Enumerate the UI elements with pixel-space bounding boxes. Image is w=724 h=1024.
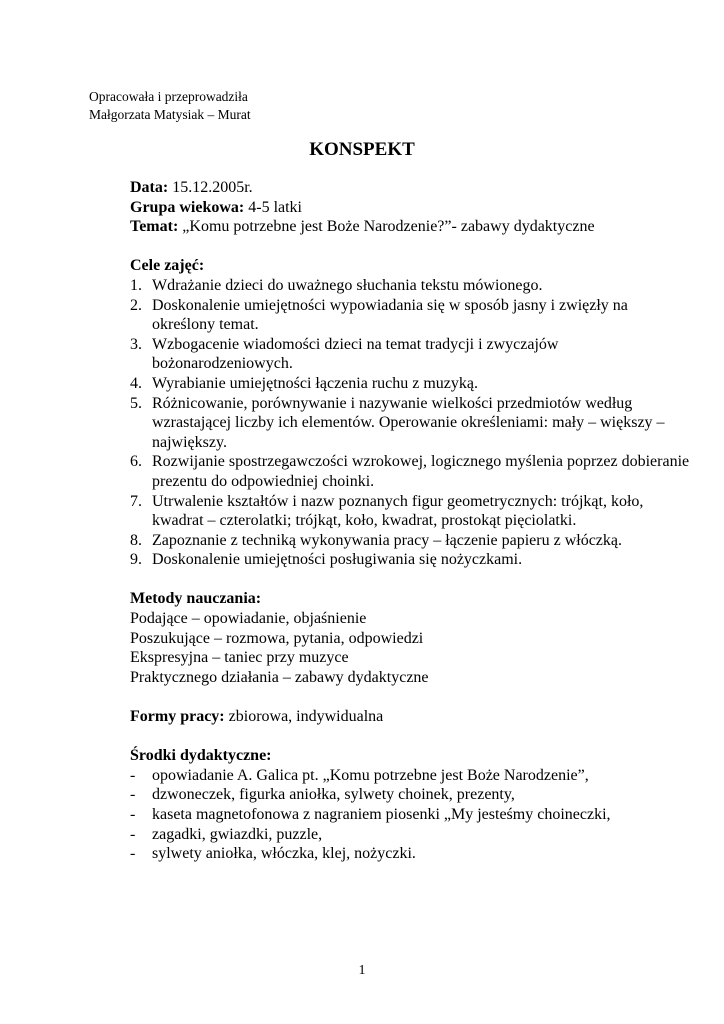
method-line: Podające – opowiadanie, objaśnienie	[130, 610, 367, 628]
means-list	[130, 766, 690, 864]
item-text: Rozwijanie spostrzegawczości wzrokowej, logicznego myślenia poprzez dobieranie prezentu do odpowiedniej choinki.	[152, 453, 690, 490]
item-number: 7.	[130, 492, 142, 510]
dash-marker: -	[130, 825, 136, 843]
means-section	[130, 746, 690, 864]
group-value: 4-5 latki	[244, 198, 302, 216]
document-title: KONSPEKT	[309, 139, 415, 160]
item-number: 8.	[130, 531, 142, 549]
item-text: Różnicowanie, porównywanie i nazywanie wielkości przedmiotów według wzrastającej liczby ich elementów. Operowanie określeniami: mały – większy – największy.	[152, 394, 665, 451]
list-item	[130, 825, 690, 845]
goals-list	[130, 276, 690, 570]
item-number: 6.	[130, 453, 142, 471]
goals-section	[130, 256, 690, 570]
item-text: Wdrażanie dzieci do uważnego słuchania tekstu mówionego.	[152, 276, 543, 294]
list-item	[130, 394, 690, 453]
author-block	[89, 88, 251, 124]
list-item	[130, 452, 690, 491]
dash-marker: -	[130, 845, 136, 863]
methods-heading: Metody nauczania:	[130, 590, 262, 608]
document-body	[130, 178, 690, 864]
forms-value: zbiorowa, indywidualna	[224, 708, 384, 726]
item-number: 1.	[130, 276, 142, 294]
list-item	[130, 492, 690, 531]
list-item	[130, 550, 690, 570]
info-block	[130, 178, 690, 237]
methods-section	[130, 589, 690, 687]
date-value: 15.12.2005r.	[168, 179, 253, 196]
date-line	[130, 178, 690, 198]
list-item	[130, 785, 690, 805]
item-text: Doskonalenie umiejętności wypowiadania się w sposób jasny i zwięzły na określony temat.	[152, 296, 628, 334]
list-item	[130, 766, 690, 786]
method-line: Praktycznego działania – zabawy dydaktyczne	[130, 668, 429, 686]
list-item	[130, 844, 690, 864]
item-text: sylwety aniołka, włóczka, klej, nożyczki.	[152, 845, 416, 863]
topic-line	[130, 217, 690, 237]
topic-value: „Komu potrzebne jest Boże Narodzenie?”- zabawy dydaktyczne	[178, 218, 595, 236]
method-line: Ekspresyjna – taniec przy muzyce	[130, 649, 349, 667]
method-line: Poszukujące – rozmowa, pytania, odpowiedzi	[130, 629, 424, 647]
dash-marker: -	[130, 786, 136, 804]
list-item	[130, 335, 690, 374]
list-item	[130, 374, 690, 394]
item-number: 9.	[130, 551, 142, 569]
item-text: Doskonalenie umiejętności posługiwania się nożyczkami.	[152, 551, 523, 569]
means-heading: Środki dydaktyczne:	[130, 747, 272, 765]
list-item	[130, 296, 690, 335]
list-item	[130, 276, 690, 296]
author-line-2: Małgorzata Matysiak – Murat	[89, 107, 251, 122]
page-number: 1	[358, 963, 366, 978]
item-text: Zapoznanie z techniką wykonywania pracy – łączenie papieru z włóczką.	[152, 531, 622, 549]
item-text: zagadki, gwiazdki, puzzle,	[152, 825, 323, 843]
item-number: 4.	[130, 374, 142, 392]
item-number: 2.	[130, 296, 142, 314]
dash-marker: -	[130, 766, 136, 784]
item-number: 5.	[130, 394, 142, 412]
author-line-1: Opracowała i przeprowadziła	[89, 89, 248, 104]
item-text: dzwoneczek, figurka aniołka, sylwety choinek, prezenty,	[152, 786, 515, 804]
dash-marker: -	[130, 806, 136, 823]
item-text: kaseta magnetofonowa z nagraniem piosenki „My jesteśmy choineczki,	[152, 806, 611, 823]
group-line	[130, 198, 690, 218]
forms-section	[130, 707, 690, 727]
topic-label: Temat:	[130, 218, 179, 236]
goals-heading: Cele zajęć:	[130, 257, 205, 275]
forms-label: Formy pracy:	[130, 708, 225, 726]
item-text: opowiadanie A. Galica pt. „Komu potrzebne jest Boże Narodzenie”,	[152, 766, 589, 784]
list-item	[130, 805, 690, 825]
date-label: Data:	[130, 179, 169, 196]
item-text: Wyrabianie umiejętności łączenia ruchu z muzyką.	[152, 374, 478, 392]
item-text: Wzbogacenie wiadomości dzieci na temat tradycji i zwyczajów bożonarodzeniowych.	[152, 335, 559, 373]
group-label: Grupa wiekowa:	[130, 198, 245, 216]
list-item	[130, 531, 690, 551]
item-number: 3.	[130, 335, 142, 353]
item-text: Utrwalenie kształtów i nazw poznanych figur geometrycznych: trójkąt, koło, kwadrat – czterolatki; trójkąt, koło, kwadrat, prostokąt pięciolatki.	[152, 492, 644, 530]
